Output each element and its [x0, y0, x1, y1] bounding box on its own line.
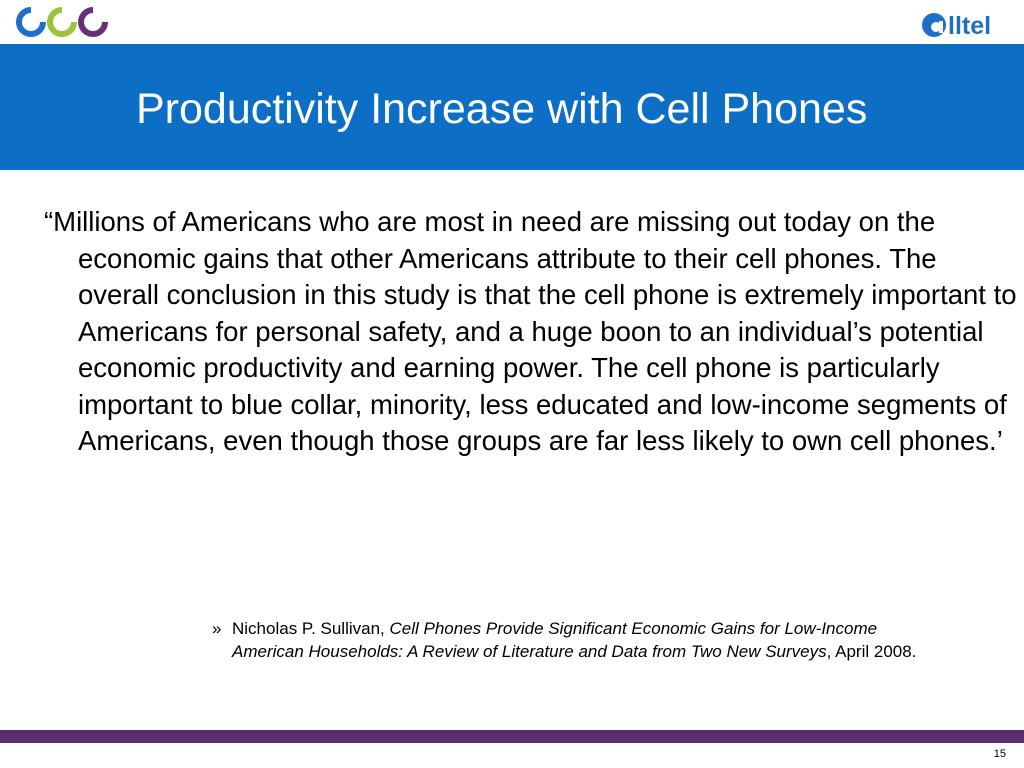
- quote-text: “Millions of Americans who are most in need are missing out today on the economic gains that other Americans attribute to their cell phones. The overall conclusion in this study is that the cell phone is extremely important to Americans for personal safety, and a huge boon to an individual’s potential economic productivity and earning power. The cell phone is particularly important to blue collar, minority, less educated and low-income segments of Americans, even though those groups are far less likely to own cell phones.’: [44, 206, 1017, 456]
- alltel-a-icon: [922, 13, 946, 37]
- green-ring-icon: [50, 10, 74, 34]
- slide-title: Productivity Increase with Cell Phones: [136, 85, 868, 133]
- citation: [212, 618, 952, 663]
- decorative-dots: [16, 7, 108, 37]
- purple-ring-icon: [81, 10, 105, 34]
- citation-work: Cell Phones Provide Significant Economic Gains for Low-Income American Households: A Review of Literature and Data from Two New Surveys: [232, 619, 878, 661]
- logo-text: lltel: [948, 12, 992, 40]
- footer-rule: [0, 730, 1024, 743]
- alltel-logo: [920, 6, 1004, 40]
- citation-date: , April 2008.: [826, 641, 917, 661]
- top-bar: [0, 0, 1024, 44]
- blue-ring-icon: [19, 10, 43, 34]
- page-number: 15: [993, 748, 1006, 760]
- citation-author: Nicholas P. Sullivan,: [232, 619, 390, 638]
- citation-marker: »: [212, 619, 222, 638]
